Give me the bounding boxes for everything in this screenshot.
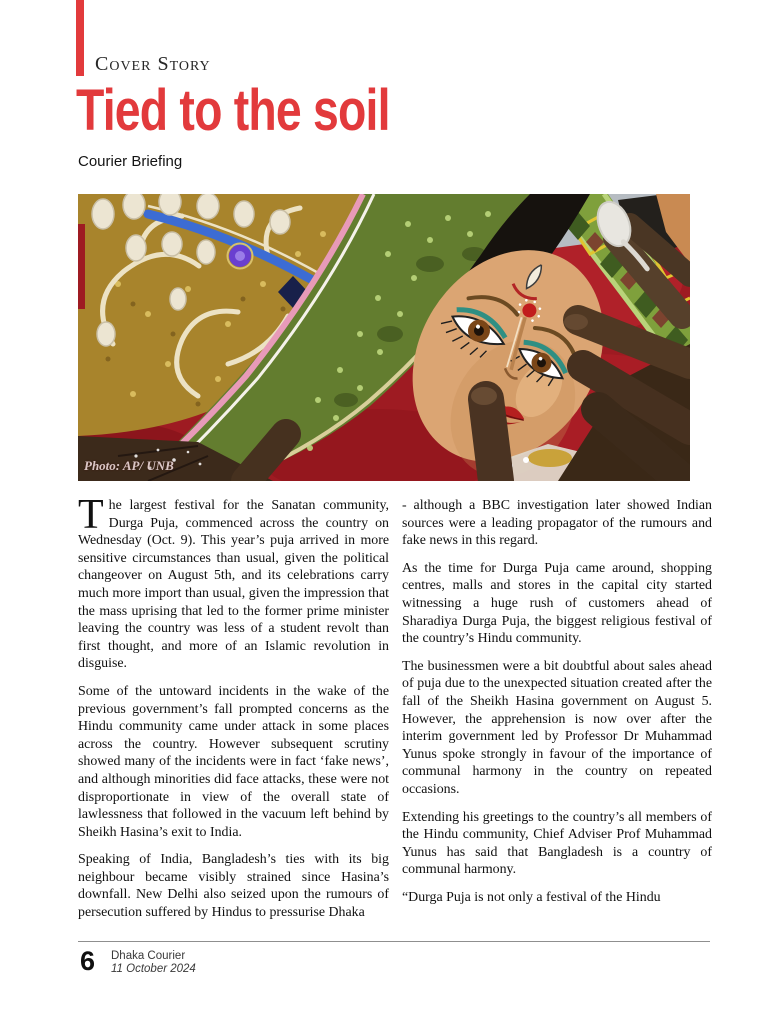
kicker-label: Cover Story xyxy=(95,53,211,75)
paragraph: - although a BBC investigation later showed Indian sources were a leading propagator of the rumours and fake news in this regard. xyxy=(402,498,712,549)
publication-name: Dhaka Courier xyxy=(111,950,186,962)
article-column-2 xyxy=(402,497,712,906)
page-title: Tied to the soil xyxy=(76,78,390,143)
photo-credit: Photo: AP/ UNB xyxy=(84,458,174,473)
paragraph: Speaking of India, Bangladesh’s ties with its big neighbour became visibly strained since Hasina’s downfall. New Delhi also seized upon the rumours of persecution suffered by Hindus to pressurise Dhaka xyxy=(78,852,389,921)
paragraph-text: he largest festival for the Sanatan community, Durga Puja, commenced across the country on Wednesday (Oct. 9). This year’s puja arrived in more sensitive circumstances than usual, given the political changeover on August 5th, and its celebrations carry much more import than usual, given the impression that the mass uprising that led to the former prime minister leaving the country was less of a student revolt than first thought, and more of an Islamic revolution in disguise. xyxy=(78,498,389,672)
drop-cap: T xyxy=(78,492,104,538)
paragraph: Some of the untoward incidents in the wake of the previous government’s fall prompted concerns as the Hindu community came under attack in some places across the country. However subsequent scrutiny showed many of the incidents were in fact ‘fake news’, and although minorities did face attacks, these were not disproportionate in view of the overall state of lawlessness that followed in the vacuum left behind by Sheikh Hasina’s exit to India. xyxy=(78,683,389,840)
paragraph: The businessmen were a bit doubtful about sales ahead of puja due to the unexpected situation created after the fall of the Sheikh Hasina government on August 5. However, the apprehension is now over after the interim government led by Professor Dr Muhammad Yunus spoke strongly in favour of the importance of communal harmony in the country on repeated occasions. xyxy=(402,658,712,797)
durga-idol-illustration xyxy=(78,194,690,481)
page-number: 6 xyxy=(80,946,96,976)
paragraph: As the time for Durga Puja came around, shopping centres, malls and stores in the capital city started witnessing a huge rush of customers ahead of Sharadiya Durga Puja, the biggest religious festival of the country’s Hindu community. xyxy=(402,560,712,647)
footer-publication-block xyxy=(111,950,196,976)
footer-rule xyxy=(78,941,710,942)
publication-date: 11 October 2024 xyxy=(111,963,196,975)
byline: Courier Briefing xyxy=(78,153,183,170)
article-column-1 xyxy=(78,492,389,922)
paragraph: Extending his greetings to the country’s all members of the Hindu community, Chief Adviser Prof Muhammad Yunus has said that Bangladesh is a country of communal harmony. xyxy=(402,809,712,878)
paragraph xyxy=(78,492,389,673)
paragraph: “Durga Puja is not only a festival of the Hindu xyxy=(402,889,661,905)
kicker-accent-bar xyxy=(76,0,84,76)
cover-photo xyxy=(78,194,690,481)
